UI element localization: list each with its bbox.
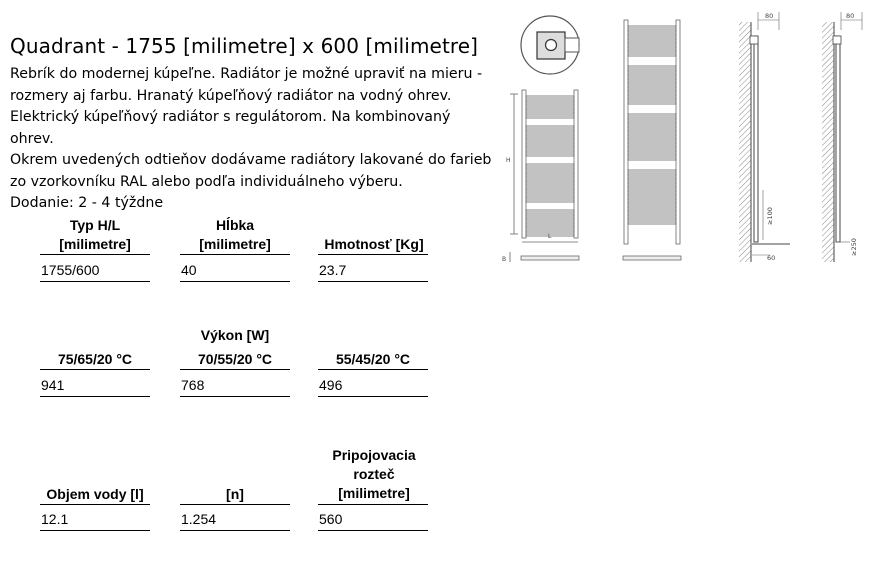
radiator-bar [526, 230, 574, 232]
radiator-bar [526, 100, 574, 102]
value-exponent: 1.254 [181, 511, 217, 527]
radiator-bar [628, 178, 676, 180]
header-output-75: 75/65/20 °C [57, 351, 133, 367]
dim-label-60: 60 [767, 254, 776, 262]
radiator-bar [628, 50, 676, 52]
description-line: rozmery aj farbu. Hranatý kúpeľňový radiátor na vodný ohrev. [10, 87, 452, 104]
radiator-bar [628, 102, 676, 104]
radiator-bar [628, 126, 676, 128]
value-connection-spacing: 560 [319, 511, 343, 527]
radiator-bar [628, 210, 676, 212]
radiator-bar [526, 138, 574, 140]
radiator-bar [628, 182, 676, 184]
description-line: Rebrík do modernej kúpeľne. Radiátor je možné upraviť na mieru - [10, 66, 483, 82]
radiator-bar [628, 82, 676, 84]
radiator-bar [526, 184, 574, 186]
radiator-bar [628, 26, 676, 28]
radiator-bar [628, 90, 676, 92]
radiator-bar [526, 146, 574, 148]
dim-label-80-b: 80 [846, 12, 855, 20]
description-line: Dodanie: 2 - 4 týždne [10, 195, 164, 211]
radiator-bar [526, 196, 574, 198]
radiator-bar [628, 118, 676, 120]
radiator-bar [628, 218, 676, 220]
header-type-hl: Typ H/L [milimetre] [59, 217, 131, 252]
radiator-bar [628, 170, 676, 172]
radiator-bar [526, 214, 574, 216]
value-output-75: 941 [41, 377, 65, 393]
radiator-bar [526, 172, 574, 174]
dim-label-100: ≥100 [766, 207, 774, 225]
radiator-bar [526, 104, 574, 106]
product-description [10, 64, 490, 215]
radiator-bar [526, 134, 574, 136]
radiator-front-view [623, 20, 681, 260]
radiator-bar [526, 192, 574, 194]
radiator-bar [628, 194, 676, 196]
radiator-bar [628, 190, 676, 192]
radiator-bar [526, 200, 574, 202]
radiator-bar [628, 94, 676, 96]
radiator-bar [526, 218, 574, 220]
description-line: Okrem uvedených odtieňov dodávame radiátory lakované do farieb [10, 152, 492, 168]
radiator-side-view-electric [739, 12, 790, 262]
radiator-bar [628, 78, 676, 80]
radiator-bar [628, 138, 676, 140]
description-line: zo vzorkovníku RAL alebo podľa individuálneho výberu. [10, 173, 403, 190]
radiator-bar [628, 214, 676, 216]
radiator-bar [526, 130, 574, 132]
radiator-bar [526, 176, 574, 178]
dim-label-b: B [502, 256, 507, 263]
radiator-bar [628, 114, 676, 116]
radiator-bar [526, 154, 574, 156]
radiator-bar [628, 86, 676, 88]
radiator-bar [526, 180, 574, 182]
radiator-bar [526, 222, 574, 224]
radiator-bar [526, 108, 574, 110]
radiator-front-view-dimensioned [510, 90, 579, 262]
dim-label-l: L [548, 233, 552, 240]
radiator-bar [526, 96, 574, 98]
radiator-bar [526, 168, 574, 170]
radiator-bar [628, 34, 676, 36]
value-type-hl: 1755/600 [41, 262, 100, 278]
technical-drawing [490, 0, 889, 280]
radiator-bar [628, 130, 676, 132]
dim-label-250: ≥250 [850, 238, 858, 256]
radiator-bar [628, 158, 676, 160]
radiator-bar [628, 198, 676, 200]
radiator-bar [628, 154, 676, 156]
radiator-bar [628, 42, 676, 44]
radiator-bar [628, 54, 676, 56]
radiator-bar [628, 66, 676, 68]
radiator-bar [526, 164, 574, 166]
description-line: ohrev. [10, 130, 54, 147]
header-weight: Hmotnosť [Kg] [324, 236, 424, 252]
header-depth: Hĺbka [milimetre] [199, 217, 271, 252]
radiator-bar [526, 150, 574, 152]
radiator-bar [628, 70, 676, 72]
radiator-bar [628, 222, 676, 224]
header-water-volume: Objem vody [l] [46, 486, 144, 502]
radiator-bar [628, 150, 676, 152]
radiator-bar [526, 142, 574, 144]
radiator-bar [628, 38, 676, 40]
radiator-bar [526, 116, 574, 118]
connector-detail-circle [521, 16, 579, 74]
header-exponent: [n] [226, 486, 244, 502]
radiator-bar [628, 146, 676, 148]
value-depth: 40 [181, 262, 197, 278]
radiator-side-view-water [822, 12, 862, 262]
radiator-bar [628, 30, 676, 32]
radiator-bar [628, 174, 676, 176]
radiator-bar [628, 46, 676, 48]
radiator-bar [628, 122, 676, 124]
header-connection-spacing: Pripojovacia rozteč [milimetre] [332, 447, 416, 501]
value-output-70: 768 [181, 377, 205, 393]
header-output-55: 55/45/20 °C [335, 351, 411, 367]
dim-label-80-a: 80 [765, 12, 774, 20]
radiator-bar [526, 188, 574, 190]
value-output-55: 496 [319, 377, 343, 393]
radiator-bar [628, 206, 676, 208]
output-group-title: Výkon [W] [200, 327, 270, 343]
header-output-70: 70/55/20 °C [197, 351, 273, 367]
description-line: Elektrický kúpeľňový radiátor s regulátorom. Na kombinovaný [10, 109, 451, 125]
radiator-bar [526, 226, 574, 228]
radiator-bar [526, 126, 574, 128]
radiator-bar [526, 112, 574, 114]
value-weight: 23.7 [319, 262, 347, 278]
radiator-bar [628, 186, 676, 188]
radiator-bar [628, 134, 676, 136]
radiator-bar [628, 74, 676, 76]
radiator-bar [526, 210, 574, 212]
radiator-bar [628, 98, 676, 100]
value-water-volume: 12.1 [41, 511, 69, 527]
radiator-bar [628, 202, 676, 204]
dim-label-h: H [506, 157, 511, 164]
radiator-bar [628, 142, 676, 144]
product-title: Quadrant - 1755 [milimetre] x 600 [milimetre] [10, 34, 479, 58]
